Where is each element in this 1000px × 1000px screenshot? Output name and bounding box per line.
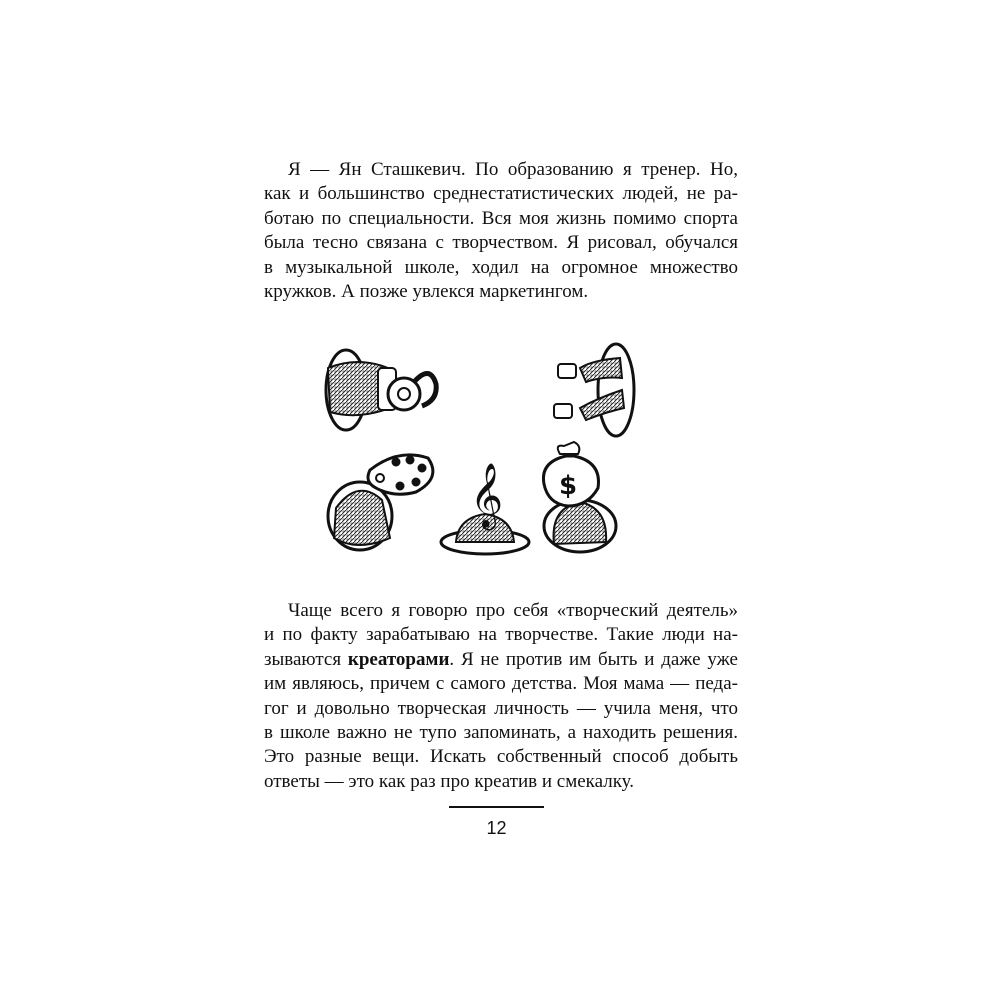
dumbbells-figure bbox=[554, 344, 634, 436]
text-line: в школе важно не тупо запоминать, а находить решения. bbox=[264, 722, 738, 744]
creativity-illustration bbox=[318, 338, 678, 564]
footer-rule bbox=[449, 806, 544, 808]
kettlebell-figure bbox=[326, 350, 436, 430]
text-run: . Я не против им быть и даже уже bbox=[449, 648, 738, 670]
text-line: ботаю по специальности. Вся моя жизнь помимо спорта bbox=[264, 207, 738, 229]
body-paragraph bbox=[264, 599, 738, 794]
page-number: 12 bbox=[486, 818, 507, 838]
text-line: Я — Ян Сташкевич. По образованию я тренер. Но, bbox=[288, 159, 738, 180]
text-line: кружков. А позже увлекся маркетингом. bbox=[264, 281, 589, 303]
svg-text:$: $ bbox=[559, 471, 578, 501]
text-line: гог и довольно творческая личность — учила меня, что bbox=[264, 697, 738, 719]
treble-clef-figure bbox=[441, 463, 529, 554]
palette-figure bbox=[328, 455, 433, 550]
text-line: была тесно связана с творчеством. Я рисовал, обучался bbox=[264, 232, 738, 254]
svg-text:𝄞: 𝄞 bbox=[470, 463, 504, 528]
text-line: им являюсь, причем с самого детства. Моя мама — педа- bbox=[264, 673, 738, 695]
text-line: как и большинство среднестатистических людей, не ра- bbox=[264, 183, 738, 205]
text-line: Чаще всего я говорю про себя «творческий деятель» bbox=[288, 600, 738, 621]
text-line: в музыкальной школе, ходил на огромное множество bbox=[264, 256, 738, 278]
intro-paragraph bbox=[264, 158, 738, 304]
text-line: Это разные вещи. Искать собственный способ добыть bbox=[264, 746, 738, 768]
text-line: и по факту зарабатываю на творчестве. Такие люди на- bbox=[264, 624, 738, 646]
text-line: ответы — это как раз про креатив и смекалку. bbox=[264, 770, 635, 792]
emphasized-term: креаторами bbox=[347, 648, 450, 670]
text-run: зываются bbox=[264, 648, 348, 670]
money-bag-figure bbox=[543, 442, 616, 552]
text-line bbox=[264, 648, 738, 672]
